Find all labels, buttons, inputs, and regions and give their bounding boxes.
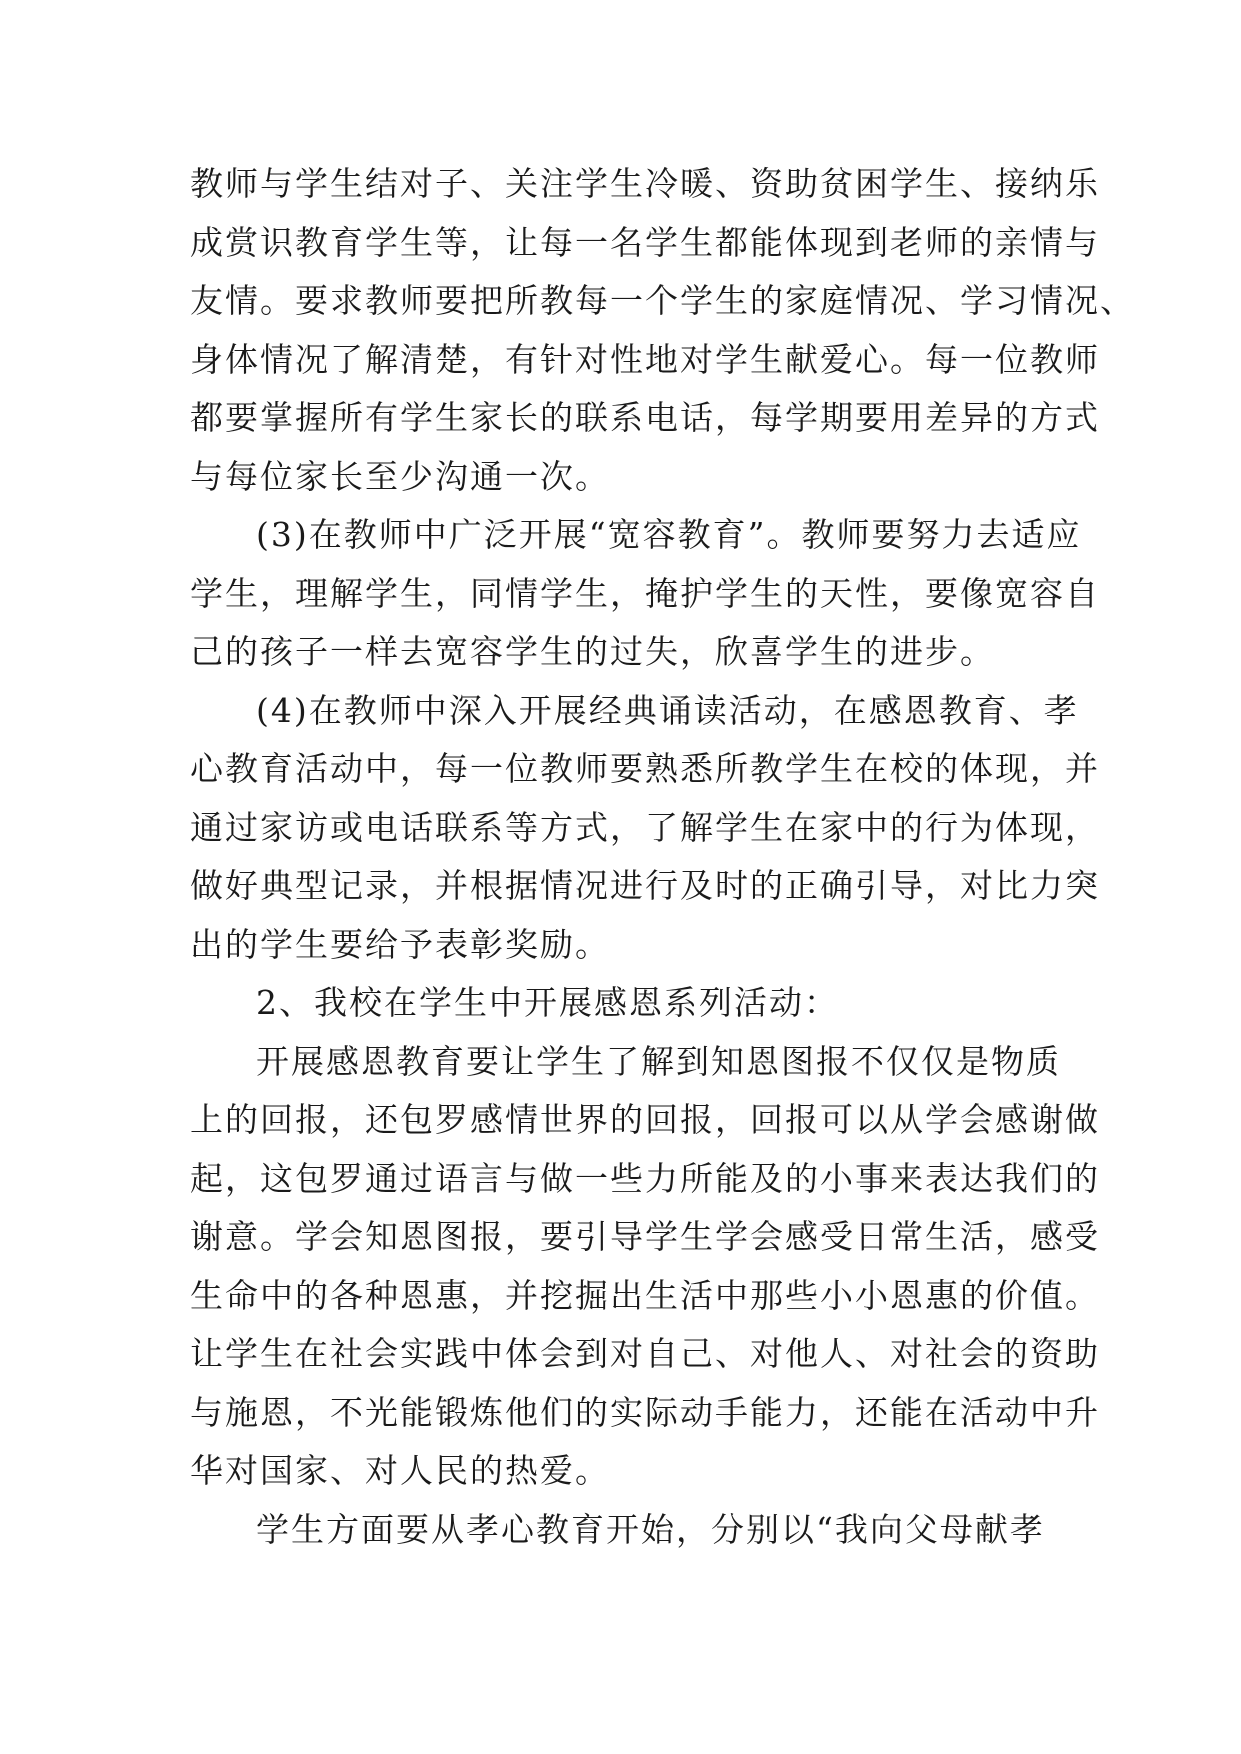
text-line: 己的孩子一样去宽容学生的过失，欣喜学生的进步。 (190, 632, 995, 671)
text-line: 华对国家、对人民的热爱。 (190, 1451, 610, 1490)
text-line: 谢意。学会知恩图报，要引导学生学会感受日常生活，感受 (190, 1217, 1100, 1256)
text-line: 2、我校在学生中开展感恩系列活动： (256, 983, 839, 1022)
text-line: 教师与学生结对子、关注学生冷暖、资助贫困学生、接纳乐 (190, 164, 1100, 203)
text-line: 都要掌握所有学生家长的联系电话，每学期要用差异的方式 (190, 398, 1100, 437)
text-line: 学生方面要从孝心教育开始，分别以“我向父母献孝 (256, 1509, 1045, 1549)
text-line: 通过家访或电话联系等方式，了解学生在家中的行为体现， (190, 807, 1100, 847)
text-line: 成赏识教育学生等，让每一名学生都能体现到老师的亲情与 (190, 222, 1100, 262)
text-line: 心教育活动中，每一位教师要熟悉所教学生在校的体现，并 (190, 749, 1100, 788)
text-line: 学生，理解学生，同情学生，掩护学生的天性，要像宽容自 (190, 573, 1100, 613)
text-line: 身体情况了解清楚，有针对性地对学生献爱心。每一位教师 (190, 339, 1100, 379)
text-line: 友情。要求教师要把所教每一个学生的家庭情况、学习情况、 (190, 281, 1135, 320)
text-line: (3)在教师中广泛开展“宽容教育”。教师要努力去适应 (256, 515, 1082, 554)
text-line: 开展感恩教育要让学生了解到知恩图报不仅仅是物质 (256, 1041, 1061, 1081)
text-line: 生命中的各种恩惠，并挖掘出生活中那些小小恩惠的价值。 (190, 1275, 1100, 1315)
text-line: 做好典型记录，并根据情况进行及时的正确引导，对比力突 (190, 866, 1100, 905)
body-text (190, 155, 1135, 1559)
text-line: 上的回报，还包罗感情世界的回报，回报可以从学会感谢做 (190, 1100, 1100, 1139)
text-line: 出的学生要给予表彰奖励。 (190, 924, 610, 964)
text-line: 起，这包罗通过语言与做一些力所能及的小事来表达我们的 (190, 1158, 1100, 1198)
text-line: (4)在教师中深入开展经典诵读活动，在感恩教育、孝 (256, 690, 1079, 730)
text-line: 与每位家长至少沟通一次。 (190, 456, 610, 496)
text-line: 与施恩，不光能锻炼他们的实际动手能力，还能在活动中升 (190, 1392, 1100, 1432)
text-line: 让学生在社会实践中体会到对自己、对他人、对社会的资助 (190, 1334, 1100, 1373)
